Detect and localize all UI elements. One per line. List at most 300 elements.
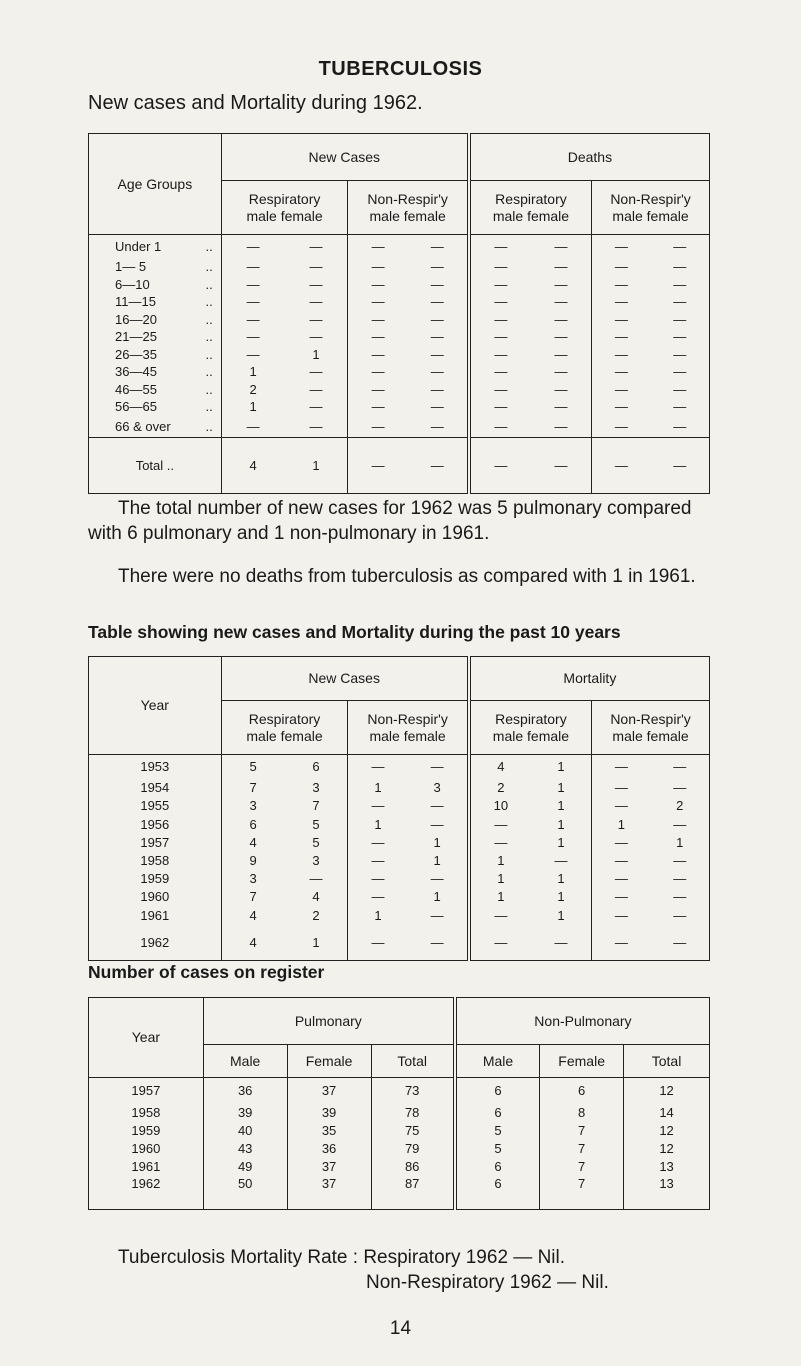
row-label: 11—15 ..	[89, 293, 222, 311]
row-label-text: 1953	[140, 759, 170, 775]
cell-value: 37	[321, 1159, 337, 1174]
value-cell	[371, 1140, 455, 1158]
row-label	[89, 1122, 204, 1140]
male-value: —	[494, 457, 508, 473]
male-female-values	[222, 329, 348, 344]
male-female-values	[471, 853, 591, 868]
female-value: —	[673, 364, 687, 380]
row-label-text: 1960	[131, 1141, 161, 1156]
row-label-text: 1956	[140, 816, 170, 832]
value-pair	[221, 833, 348, 851]
value-pair	[592, 924, 710, 960]
male-female-values	[348, 759, 466, 774]
female-value: —	[673, 816, 687, 832]
female-value: —	[309, 418, 323, 434]
row-label	[89, 870, 222, 888]
male-value: —	[494, 294, 508, 310]
value-pair	[221, 779, 348, 797]
value-pair	[348, 755, 469, 779]
value-pair	[348, 416, 469, 438]
cell-value: 6	[494, 1083, 502, 1099]
row-label: 46—55 ..	[89, 381, 222, 399]
value-pair	[469, 311, 592, 329]
male-female-values	[222, 780, 348, 795]
male-value: —	[371, 294, 385, 310]
row-label-text: 46—55	[115, 381, 157, 397]
value-pair	[469, 870, 592, 888]
male-value: —	[614, 259, 628, 275]
male-female-values	[592, 817, 709, 832]
female-value: —	[430, 276, 444, 292]
male-female-values	[592, 347, 709, 362]
male-value: —	[614, 759, 628, 775]
value-cell	[371, 1104, 455, 1122]
row-label-text: 1958	[140, 853, 170, 869]
male-female-values	[348, 935, 466, 950]
male-female-values	[348, 329, 466, 344]
ten-year-heading: Table showing new cases and Mortality during the past 10 years	[88, 622, 621, 642]
female-header: Female	[287, 1045, 371, 1078]
value-pair	[592, 779, 710, 797]
female-value: —	[673, 381, 687, 397]
male-value: 4	[497, 759, 505, 775]
male-value: —	[494, 834, 508, 850]
value-pair	[469, 346, 592, 364]
female-value: —	[554, 239, 568, 254]
register-heading: Number of cases on register	[88, 962, 325, 982]
male-female-values	[348, 889, 466, 904]
value-pair	[221, 346, 348, 364]
male-female-values	[222, 908, 348, 923]
row-label-text: 1957	[131, 1083, 161, 1099]
value-pair	[221, 311, 348, 329]
female-value: —	[554, 364, 568, 380]
value-pair	[469, 235, 592, 259]
male-female-values	[222, 458, 348, 473]
male-female-values	[592, 458, 709, 473]
value-cell	[287, 1140, 371, 1158]
nonresp-header: Non-Respir'y male female	[348, 701, 469, 755]
cell-value: 7	[578, 1123, 586, 1138]
value-pair	[592, 381, 710, 399]
table-row	[89, 870, 710, 888]
male-female-values	[471, 935, 591, 950]
female-value: 1	[312, 346, 320, 362]
female-value: —	[309, 276, 323, 292]
value-pair	[221, 398, 348, 416]
value-cell	[203, 1140, 287, 1158]
male-value: —	[494, 907, 508, 923]
female-value: —	[430, 259, 444, 275]
value-cell	[371, 1158, 455, 1176]
value-pair	[348, 328, 469, 346]
male-value: —	[246, 276, 260, 292]
cell-value: 8	[578, 1105, 586, 1120]
table-row	[89, 381, 710, 399]
female-value: —	[309, 294, 323, 310]
female-value: 5	[312, 834, 320, 850]
cell-value: 5	[494, 1141, 502, 1156]
value-cell	[540, 1158, 624, 1176]
male-female-values	[222, 364, 348, 379]
table-row	[89, 258, 710, 276]
value-pair	[221, 235, 348, 259]
male-female-values	[471, 239, 591, 254]
resp-header: Respiratory male female	[221, 181, 348, 235]
male-female-values	[592, 329, 709, 344]
male-female-values	[471, 835, 591, 850]
value-cell	[624, 1078, 710, 1104]
male-value: 4	[249, 457, 257, 473]
female-value: 1	[433, 853, 441, 869]
table-row	[89, 755, 710, 779]
female-value: —	[430, 239, 444, 254]
male-value: —	[614, 311, 628, 327]
cell-value: 6	[494, 1159, 502, 1174]
table-row	[89, 906, 710, 924]
female-value: —	[673, 346, 687, 362]
female-header: Female	[540, 1045, 624, 1078]
cell-value: 14	[659, 1105, 674, 1120]
male-value: —	[614, 853, 628, 869]
female-value: —	[673, 934, 687, 950]
female-value: —	[430, 457, 444, 473]
cell-value: 7	[578, 1141, 586, 1156]
value-pair	[469, 851, 592, 869]
table-row	[89, 311, 710, 329]
male-value: —	[371, 798, 385, 814]
row-label-text: 1959	[140, 871, 170, 887]
male-value: —	[494, 239, 508, 254]
cell-value: 50	[237, 1175, 253, 1191]
value-pair	[469, 276, 592, 294]
male-value: —	[494, 364, 508, 380]
male-value: 1	[497, 889, 505, 905]
row-label: 36—45 ..	[89, 363, 222, 381]
female-value: 1	[312, 934, 320, 950]
male-value: —	[371, 311, 385, 327]
male-value: —	[371, 759, 385, 775]
male-female-values	[471, 817, 591, 832]
new-cases-header: New Cases	[221, 657, 469, 701]
total-header: Total	[624, 1045, 710, 1078]
male-value: 4	[249, 834, 257, 850]
female-value: —	[554, 381, 568, 397]
male-female-values	[348, 364, 466, 379]
female-value: —	[673, 853, 687, 869]
value-cell	[455, 1140, 540, 1158]
female-value: —	[554, 418, 568, 434]
value-pair	[469, 328, 592, 346]
female-value: —	[309, 311, 323, 327]
row-label-text: 21—25	[115, 329, 157, 345]
value-pair	[221, 797, 348, 815]
value-pair	[469, 755, 592, 779]
cell-value: 6	[578, 1083, 586, 1099]
value-pair	[348, 398, 469, 416]
total-header: Total	[371, 1045, 455, 1078]
row-label: 1— 5 ..	[89, 258, 222, 276]
row-label-text: 66 & over	[115, 418, 171, 434]
row-label	[89, 1158, 204, 1176]
female-value: —	[430, 759, 444, 775]
value-cell	[540, 1078, 624, 1104]
value-pair	[592, 906, 710, 924]
male-female-values	[592, 312, 709, 327]
female-value: —	[554, 259, 568, 275]
row-label-text: 1960	[140, 889, 170, 905]
male-female-values	[348, 239, 466, 254]
female-value: —	[309, 329, 323, 345]
male-value: —	[371, 399, 385, 415]
male-female-values	[592, 853, 709, 868]
value-pair	[221, 755, 348, 779]
male-female-values	[471, 798, 591, 813]
female-value: 3	[312, 780, 320, 796]
male-value: 5	[249, 759, 257, 775]
value-pair	[592, 398, 710, 416]
female-value: 1	[557, 780, 565, 796]
value-pair	[592, 258, 710, 276]
value-cell	[540, 1176, 624, 1210]
value-pair	[221, 870, 348, 888]
female-value: —	[430, 364, 444, 380]
value-pair	[469, 906, 592, 924]
female-value: 4	[312, 889, 320, 905]
total-row	[89, 437, 710, 493]
male-female-values	[348, 835, 466, 850]
male-value: —	[371, 889, 385, 905]
male-value: —	[494, 329, 508, 345]
value-pair	[348, 235, 469, 259]
year-header: Year	[89, 998, 204, 1078]
cell-value: 6	[494, 1175, 502, 1191]
value-pair	[221, 888, 348, 906]
value-cell	[540, 1104, 624, 1122]
value-cell	[624, 1158, 710, 1176]
paragraph-deaths: There were no deaths from tuberculosis as compared with 1 in 1961.	[118, 566, 696, 587]
male-female-values	[592, 259, 709, 274]
value-pair	[469, 258, 592, 276]
female-value: —	[554, 276, 568, 292]
nonresp-header: Non-Respir'y male female	[592, 181, 710, 235]
value-pair	[592, 755, 710, 779]
female-value: 1	[676, 834, 684, 850]
male-value: —	[614, 381, 628, 397]
ten-year-table	[88, 656, 710, 961]
total-pair	[592, 437, 710, 493]
female-value: —	[430, 381, 444, 397]
value-pair	[592, 363, 710, 381]
mortality-header: Mortality	[469, 657, 710, 701]
table-row	[89, 924, 710, 960]
value-pair	[348, 833, 469, 851]
value-pair	[469, 381, 592, 399]
value-cell	[287, 1158, 371, 1176]
value-pair	[348, 276, 469, 294]
row-label-text: 1958	[131, 1105, 161, 1120]
male-female-values	[471, 871, 591, 886]
value-cell	[287, 1104, 371, 1122]
male-female-values	[222, 382, 348, 397]
male-female-values	[348, 853, 466, 868]
value-pair	[469, 797, 592, 815]
row-label: 21—25 ..	[89, 328, 222, 346]
row-label-text: 1962	[131, 1175, 161, 1191]
value-cell	[455, 1122, 540, 1140]
value-pair	[469, 833, 592, 851]
male-female-values	[471, 780, 591, 795]
male-female-values	[222, 871, 348, 886]
year-header: Year	[89, 657, 222, 755]
male-female-values	[592, 759, 709, 774]
cell-value: 35	[321, 1123, 337, 1138]
female-value: —	[673, 457, 687, 473]
male-female-values	[471, 364, 591, 379]
male-female-values	[348, 312, 466, 327]
female-value: —	[430, 311, 444, 327]
male-value: —	[614, 346, 628, 362]
male-value: —	[614, 364, 628, 380]
new-cases-header: New Cases	[221, 134, 469, 181]
male-value: 7	[249, 889, 257, 905]
value-pair	[469, 924, 592, 960]
male-value: —	[614, 276, 628, 292]
female-value: —	[309, 259, 323, 275]
male-value: —	[371, 457, 385, 473]
male-value: —	[614, 834, 628, 850]
male-female-values	[471, 259, 591, 274]
female-value: —	[673, 276, 687, 292]
value-pair	[592, 833, 710, 851]
male-female-values	[222, 835, 348, 850]
value-pair	[348, 870, 469, 888]
value-pair	[469, 363, 592, 381]
male-value: 1	[249, 399, 257, 415]
male-female-values	[471, 312, 591, 327]
male-value: —	[614, 907, 628, 923]
cell-value: 37	[321, 1175, 337, 1191]
cell-value: 7	[578, 1159, 586, 1174]
total-pair	[348, 437, 469, 493]
male-value: —	[371, 329, 385, 345]
cell-value: 6	[494, 1105, 502, 1120]
male-female-values	[348, 294, 466, 309]
resp-header: Respiratory male female	[469, 701, 592, 755]
row-label-text: 1959	[131, 1123, 161, 1138]
male-female-values	[471, 277, 591, 292]
value-cell	[540, 1140, 624, 1158]
value-pair	[592, 815, 710, 833]
male-female-values	[592, 871, 709, 886]
male-value: —	[371, 346, 385, 362]
male-female-values	[471, 889, 591, 904]
male-value: —	[246, 259, 260, 275]
row-label	[89, 1104, 204, 1122]
male-female-values	[222, 817, 348, 832]
non-pulmonary-header: Non-Pulmonary	[455, 998, 710, 1045]
page-number: 14	[389, 1318, 412, 1339]
value-pair	[469, 398, 592, 416]
male-value: —	[371, 934, 385, 950]
table-row	[89, 328, 710, 346]
female-value: —	[554, 311, 568, 327]
male-value: 4	[249, 934, 257, 950]
value-pair	[592, 870, 710, 888]
female-value: —	[430, 418, 444, 434]
row-label	[89, 797, 222, 815]
value-cell	[203, 1078, 287, 1104]
male-value: —	[246, 239, 260, 254]
male-value: —	[614, 889, 628, 905]
table-row	[89, 293, 710, 311]
female-value: —	[430, 399, 444, 415]
male-value: 3	[249, 798, 257, 814]
female-value: —	[430, 294, 444, 310]
male-female-values	[222, 419, 348, 434]
cell-value: 75	[404, 1123, 420, 1138]
male-female-values	[471, 399, 591, 414]
row-label	[89, 1176, 204, 1210]
cell-value: 39	[237, 1105, 253, 1120]
male-female-values	[348, 419, 466, 434]
male-value: —	[246, 311, 260, 327]
value-pair	[221, 363, 348, 381]
row-label-text: 1955	[140, 798, 170, 814]
female-value: —	[430, 798, 444, 814]
value-pair	[348, 797, 469, 815]
female-value: —	[430, 816, 444, 832]
value-cell	[371, 1078, 455, 1104]
value-cell	[371, 1122, 455, 1140]
table-row	[89, 346, 710, 364]
female-value: —	[673, 329, 687, 345]
male-value: —	[494, 276, 508, 292]
male-female-values	[592, 277, 709, 292]
male-female-values	[222, 399, 348, 414]
row-label	[89, 906, 222, 924]
male-female-values	[471, 759, 591, 774]
value-pair	[469, 888, 592, 906]
male-female-values	[348, 908, 466, 923]
male-value: —	[371, 276, 385, 292]
male-value: 1	[497, 871, 505, 887]
cell-value: 37	[321, 1083, 337, 1099]
male-female-values	[348, 399, 466, 414]
value-pair	[221, 815, 348, 833]
cell-value: 86	[404, 1159, 420, 1174]
female-value: —	[430, 871, 444, 887]
value-pair	[221, 851, 348, 869]
value-cell	[455, 1176, 540, 1210]
male-value: —	[494, 418, 508, 434]
male-female-values	[592, 399, 709, 414]
row-label-text: 26—35	[115, 346, 157, 362]
female-value: —	[554, 294, 568, 310]
value-pair	[469, 779, 592, 797]
row-label-text: 1961	[140, 907, 170, 923]
female-value: —	[554, 457, 568, 473]
female-value: 1	[557, 834, 565, 850]
female-value: 1	[557, 907, 565, 923]
value-pair	[592, 276, 710, 294]
male-value: —	[614, 780, 628, 796]
row-label	[89, 779, 222, 797]
table-row	[89, 797, 710, 815]
page-subtitle: New cases and Mortality during 1962.	[88, 92, 423, 114]
female-value: —	[554, 934, 568, 950]
male-value: —	[614, 871, 628, 887]
